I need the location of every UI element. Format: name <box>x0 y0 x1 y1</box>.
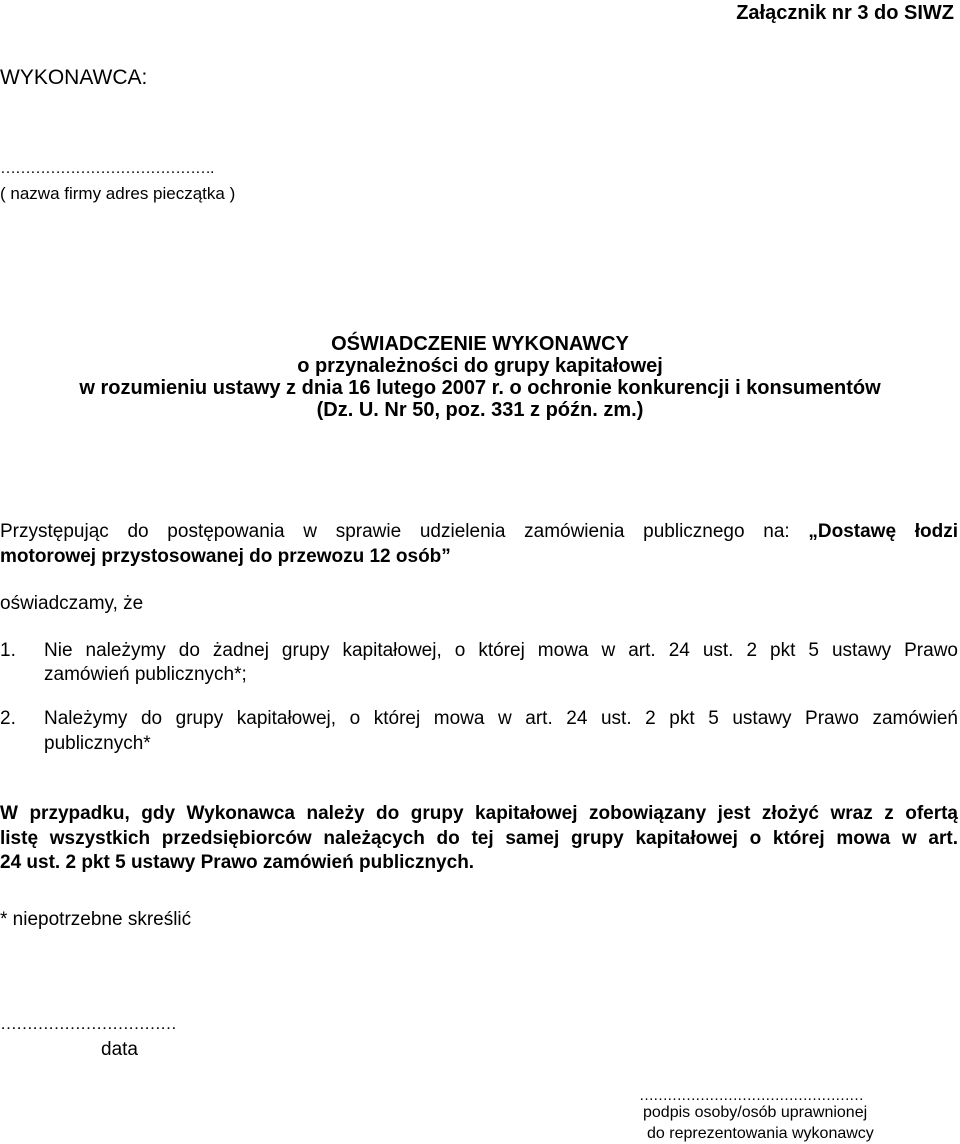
option-1-number: 1. <box>0 640 16 661</box>
signature-dots: ………………………………………… <box>639 1087 863 1104</box>
date-dots: …………………………… <box>0 1014 176 1033</box>
option-2-number: 2. <box>0 708 16 729</box>
note-line-3: 24 ust. 2 pkt 5 ustawy Prawo zamówień publicznych. <box>0 852 475 873</box>
signature-line-1: podpis osoby/osób uprawnionej <box>643 1104 868 1121</box>
intro-line-1 <box>0 521 958 543</box>
option-2-line-2: publicznych* <box>44 733 151 754</box>
intro-text: Przystępując do postępowania w sprawie udzielenia zamówienia publicznego na: <box>0 521 809 542</box>
intro-subject-start: „Dostawę łodzi <box>808 521 958 542</box>
attachment-label: Załącznik nr 3 do SIWZ <box>736 2 954 24</box>
document-title <box>0 333 960 421</box>
note-line-1: W przypadku, gdy Wykonawca należy do grupy kapitałowej zobowiązany jest złożyć wraz z ofertą <box>0 803 958 824</box>
title-line-2: o przynależności do grupy kapitałowej <box>297 355 663 377</box>
declare-text: oświadczamy, że <box>0 593 144 614</box>
intro-subject-end: motorowej przystosowanej do przewozu 12 osób” <box>0 546 451 567</box>
option-1-line-1: Nie należymy do żadnej grupy kapitałowej, o której mowa w art. 24 ust. 2 pkt 5 ustawy Prawo <box>44 640 958 661</box>
date-label: data <box>101 1039 138 1060</box>
contractor-heading: WYKONAWCA: <box>0 66 148 89</box>
title-line-1: OŚWIADCZENIE WYKONAWCY <box>331 333 629 355</box>
stamp-dots: ……………………………………. <box>0 160 214 177</box>
stamp-caption: ( nazwa firmy adres pieczątka ) <box>0 184 236 203</box>
option-2-line-1: Należymy do grupy kapitałowej, o której mowa w art. 24 ust. 2 pkt 5 ustawy Prawo zamówień <box>44 708 958 729</box>
title-line-3: w rozumieniu ustawy z dnia 16 lutego 2007 r. o ochronie konkurencji i konsumentów <box>79 377 881 399</box>
note-line-2: listę wszystkich przedsiębiorców należących do tej samej grupy kapitałowej o której mowa w art. <box>0 828 958 849</box>
title-line-4: (Dz. U. Nr 50, poz. 331 z późn. zm.) <box>316 399 644 421</box>
option-1-line-2: zamówień publicznych*; <box>44 664 247 685</box>
signature-line-2: do reprezentowania wykonawcy <box>647 1125 874 1142</box>
footnote: * niepotrzebne skreślić <box>0 909 192 930</box>
